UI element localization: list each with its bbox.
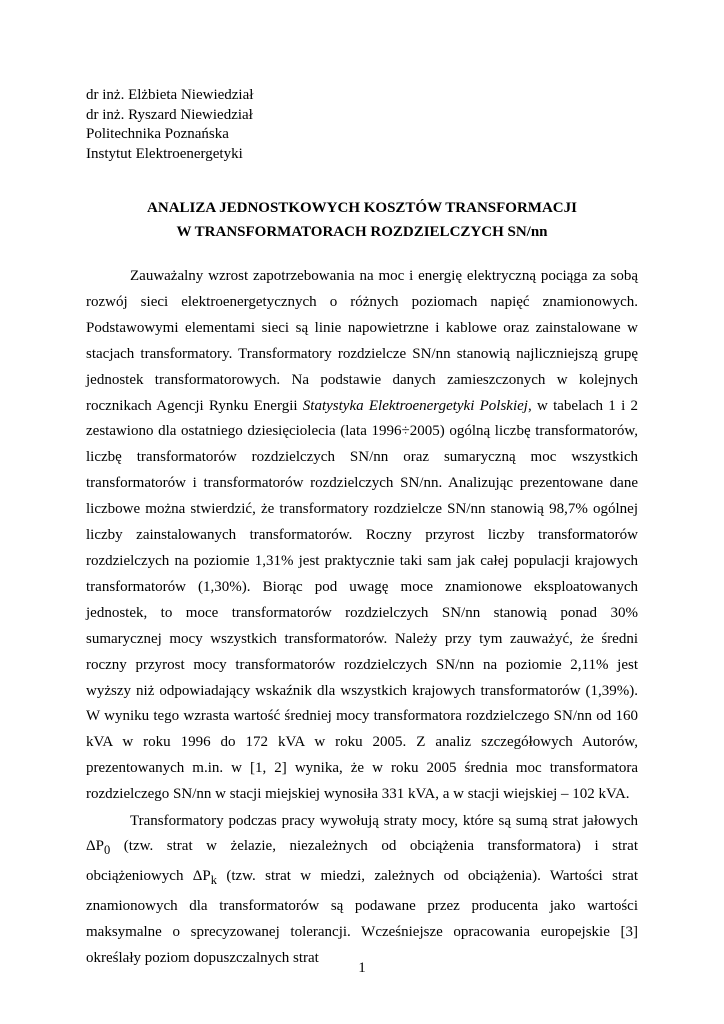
paragraph-1: [86, 264, 638, 808]
affiliation-institute: Instytut Elektroenergetyki: [86, 145, 243, 162]
paragraph-1-text-a: Zauważalny wzrost zapotrzebowania na moc i energię elektryczną pociąga za sobą rozwój sieci elektroenergetycznych o różnych poziomach napięć znamionowych. Podstawowymi elementami sieci są linie napowietrzne i kablowe oraz zainstalowane w stacjach transformatory. Transformatory rozdzielcze SN/nn stanowią najliczniejszą grupę jednostek transformatorowych. Na podstawie danych zamieszczonych w kolejnych rocznikach Agencji Rynku Energii: [86, 268, 638, 414]
paper-title: [0, 196, 724, 244]
author-1: dr inż. Elżbieta Niewiedział: [86, 87, 254, 103]
paragraph-2-text-a: Transformatory podczas pracy wywołują straty mocy, które są sumą strat jałowych ΔP: [86, 812, 638, 855]
paragraph-2-text-c: (tzw. strat w miedzi, zależnych od obciążenia). Wartości strat znamionowych dla transformatorów są podawane przez producenta jako wartości maksymalne o sprecyzowanej tolerancji. Wcześniejsze opracowania europejskie [3] określały poziom dopuszczalnych strat: [86, 868, 638, 967]
title-line-1: ANALIZA JEDNOSTKOWYCH KOSZTÓW TRANSFORMACJI: [147, 200, 577, 216]
body-text: [86, 264, 638, 972]
author-2: dr inż. Ryszard Niewiedział: [86, 106, 253, 123]
paragraph-2-text-b: (tzw. strat w żelazie, niezależnych od obciążenia transformatora) i strat obciążeniowych ΔP: [86, 838, 638, 885]
page-number: 1: [358, 960, 366, 976]
title-line-2: W TRANSFORMATORACH ROZDZIELCZYCH SN/nn: [176, 224, 548, 240]
subscript-0: 0: [104, 843, 111, 858]
affiliation-university: Politechnika Poznańska: [86, 126, 229, 142]
paragraph-1-text-b: , w tabelach 1 i 2 zestawiono dla ostatniego dziesięciolecia (lata 1996÷2005) ogólną liczbę transformatorów, liczbę transformatorów rozdzielczych SN/nn oraz sumaryczną moc wszystkich transformatorów i transformatorów rozdzielczych SN/nn. Analizując prezentowane dane liczbowe można stwierdzić, że transformatory rozdzielcze SN/nn stanowią 98,7% ogólnej liczby zainstalowanych transformatorów. Roczny przyrost liczby transformatorów rozdzielczych na poziomie 1,31% jest praktycznie taki sam jak całej populacji krajowych transformatorów (1,30%). Biorąc pod uwagę moce znamionowe eksploatowanych jednostek, to moce transformatorów rozdzielczych SN/nn stanowią ponad 30% sumarycznej mocy wszystkich transformatorów. Należy przy tym zauważyć, że średni roczny przyrost mocy transformatorów rozdzielczych SN/nn na poziomie 2,11% jest wyższy niż odpowiadający wskaźnik dla wszystkich krajowych transformatorów (1,39%). W wyniku tego wzrasta wartość średniej mocy transformatora rozdzielczego SN/nn od 160 kVA w roku 1996 do 172 kVA w roku 2005. Z analiz szczegółowych Autorów, prezentowanych m.in. w [1, 2] wynika, że w roku 2005 średnia moc transformatora rozdzielczego SN/nn w stacji miejskiej wynosiła 331 kVA, a w stacji wiejskiej – 102 kVA.: [86, 397, 639, 803]
subscript-k: k: [210, 873, 218, 888]
author-block: [86, 86, 253, 164]
paragraph-2: [86, 809, 638, 972]
publication-title: Statystyka Elektroenergetyki Polskiej: [302, 397, 528, 414]
